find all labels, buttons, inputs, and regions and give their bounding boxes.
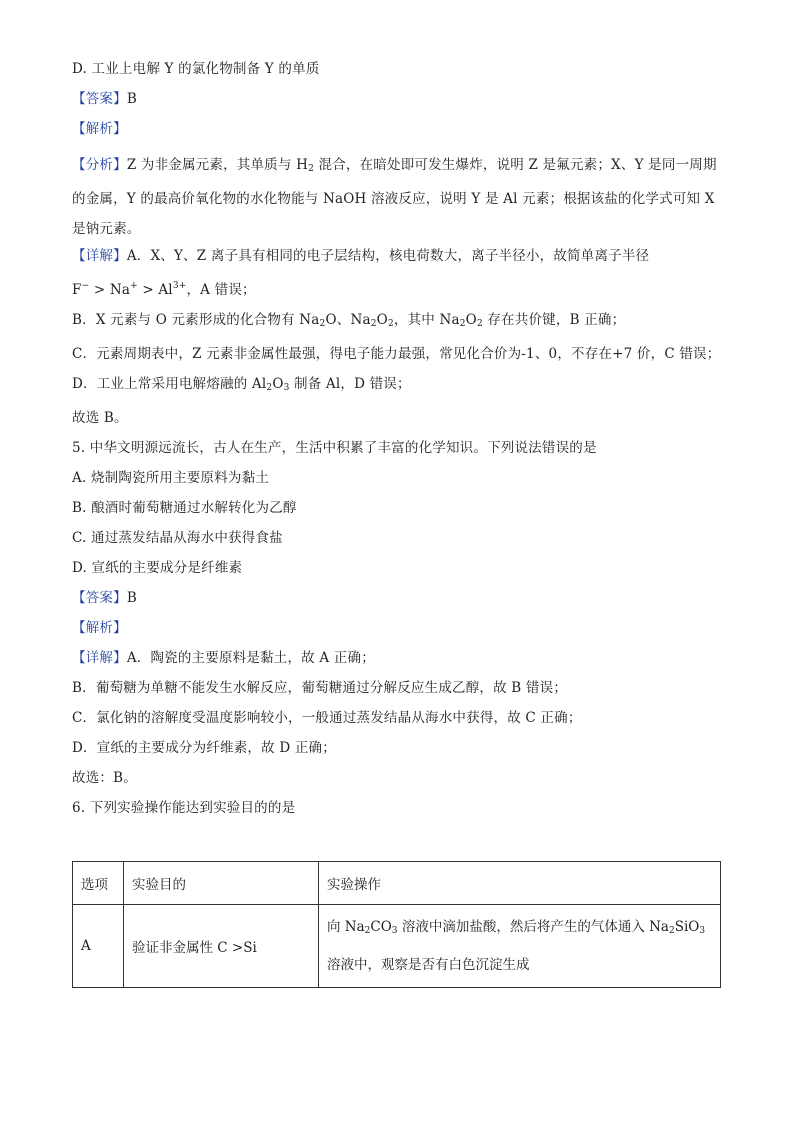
row-option: A <box>73 905 124 988</box>
q4-detail-a: 【详解】A．X、Y、Z 离子具有相同的电子层结构，核电荷数大，离子半径小，故简单离子半径 <box>72 248 650 264</box>
table-row <box>73 905 721 988</box>
table-header-row <box>73 862 721 905</box>
q5-option-b: B. 酿酒时葡萄糖通过水解转化为乙醇 <box>72 500 297 516</box>
q5-option-c: C. 通过蒸发结晶从海水中获得食盐 <box>72 530 283 546</box>
q4-detail-b: B．X 元素与 O 元素形成的化合物有 $Na_2O$、$Na_2O_2$，其中 $Na_2O_2$ 存在共价键，B 正确； <box>72 312 626 329</box>
header-option: 选项 <box>73 862 124 905</box>
answer-value: B <box>126 91 137 107</box>
q5-answer: 【答案】B <box>72 590 137 606</box>
q4-fenxi: 【分析】Z 为非金属元素，其单质与 $H_2$ 混合，在暗处即可发生爆炸，说明 Z 是氟元素；X、Y 是同一周期的金属，Y 的最高价氧化物的水化物能与 NaOH 溶液反应，说明 Y 是 Al 元素；根据该盐的化学式可知 X是钠元素。 <box>72 157 717 237</box>
q4-answer <box>72 90 722 109</box>
q6-experiment-table <box>72 861 721 988</box>
q5-detail-a: 【详解】A．陶瓷的主要原料是黏土，故 A 正确； <box>72 650 375 666</box>
q5-conclusion: 故选：B。 <box>72 770 137 786</box>
q5-analysis-tag: 【解析】 <box>72 620 127 636</box>
q5-option-a: A. 烧制陶瓷所用主要原料为黏土 <box>72 470 270 486</box>
q4-detail-d: D．工业上常采用电解熔融的 $Al_2O_3$ 制备 Al，D 错误； <box>72 376 411 393</box>
answer-tag: 【答案】 <box>72 91 127 107</box>
q5-stem: 5. 中华文明源远流长，古人在生产，生活中积累了丰富的化学知识。下列说法错误的是 <box>72 440 597 456</box>
q4-analysis-tag: 【解析】 <box>72 121 127 137</box>
q5-detail-b: B．葡萄糖为单糖不能发生水解反应，葡萄糖通过分解反应生成乙醇，故 B 错误； <box>72 680 568 696</box>
q4-conclusion: 故选 B。 <box>72 410 128 426</box>
header-operation: 实验操作 <box>319 862 721 905</box>
document-page <box>72 60 722 829</box>
q4-ion-radius: $F^- > Na^+ > Al^{3+}$，A 错误； <box>72 281 256 298</box>
q6-stem: 6. 下列实验操作能达到实验目的的是 <box>72 800 296 816</box>
row-operation: 向 $Na_2CO_3$ 溶液中滴加盐酸，然后将产生的气体通入 $Na_2SiO_3$ 溶液中，观察是否有白色沉淀生成 <box>319 905 721 988</box>
q4-option-d: D. 工业上电解 Y 的氯化物制备 Y 的单质 <box>72 61 320 77</box>
q5-detail-c: C．氯化钠的溶解度受温度影响较小，一般通过蒸发结晶从海水中获得，故 C 正确； <box>72 710 582 726</box>
q4-detail-c: C．元素周期表中，Z 元素非金属性最强，得电子能力最强，常见化合价为-1、0，不存在+7 价，C 错误； <box>72 346 721 362</box>
row-purpose: 验证非金属性 C >Si <box>124 905 319 988</box>
q5-option-d: D. 宣纸的主要成分是纤维素 <box>72 560 243 576</box>
header-purpose: 实验目的 <box>124 862 319 905</box>
q5-detail-d: D．宣纸的主要成分为纤维素，故 D 正确； <box>72 740 336 756</box>
